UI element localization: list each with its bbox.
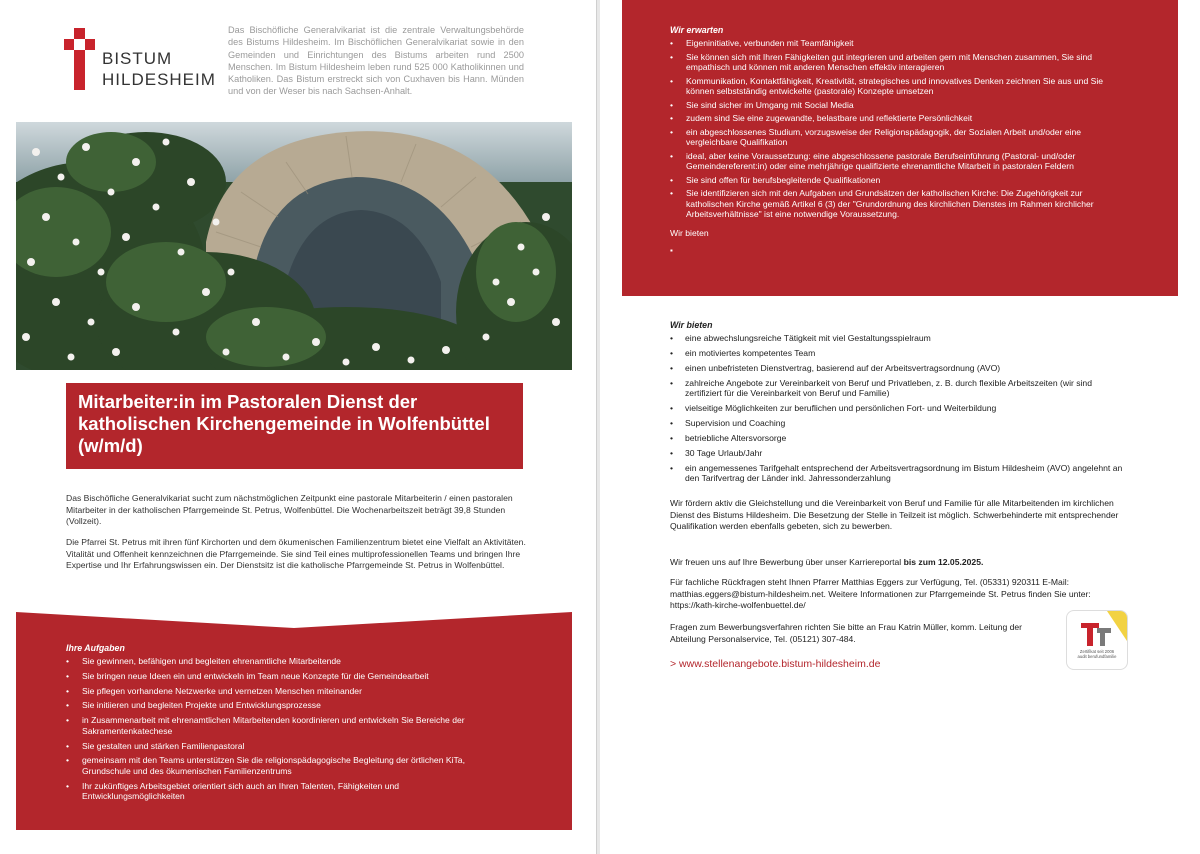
bieten-section bbox=[670, 320, 1130, 488]
bewerbung-paragraph bbox=[670, 557, 1130, 569]
gleichstellung-paragraph: Wir fördern aktiv die Gleichstellung und die Vereinbarkeit von Beruf und Familie für alle Mitarbeitenden im kirchlichen Dienst des Bistums Hildesheim. Die Besetzung der Stelle in Teilzeit ist möglich. Schwerbehinderte mit entsprechender Qualifikation werden ebenfalls gebeten, sich zu bewerben. bbox=[670, 498, 1119, 531]
erwarten-title: Wir erwarten bbox=[670, 25, 724, 35]
list-item: • Sie gewinnen, befähigen und begleiten ehrenamtliche Mitarbeitende bbox=[66, 656, 496, 667]
list-item: • Kommunikation, Kontaktfähigkeit, Kreativität, strategisches und innovatives Denken zeichnen Sie aus und Sie können selbstständig entwickelte (pastorale) Konzepte umsetzen bbox=[670, 76, 1120, 96]
list-item: • Eigeninitiative, verbunden mit Teamfähigkeit bbox=[670, 38, 1120, 48]
cert-line2: audit berufundfamilie bbox=[1077, 654, 1117, 659]
list-item: • Sie bringen neue Ideen ein und entwickeln im Team neue Konzepte für die Gemeindearbeit bbox=[66, 671, 496, 682]
bewerbung-deadline: bis zum 12.05.2025. bbox=[903, 557, 984, 567]
list-item: • zudem sind Sie eine zugewandte, belastbare und reflektierte Persönlichkeit bbox=[670, 113, 1120, 123]
list-item: • Sie identifizieren sich mit den Aufgaben und Grundsätzen der katholischen Kirche: Die Zugehörigkeit zur katholischen Kirche gemäß Artikel 6 (3) der "Grundordnung des kirchlichen Dienstes im Rahmen kirchlicher Arbeitsverhältnisse" ist eine notwendige Voraussetzung. bbox=[670, 188, 1120, 219]
verfahren-paragraph: Fragen zum Bewerbungsverfahren richten Sie bitte an Frau Katrin Müller, komm. Leitung der Abteilung Personalservice, Tel. (05121) 307-484. bbox=[670, 622, 1023, 644]
list-item: • ideal, aber keine Voraussetzung: eine abgeschlossene pastorale Berufseinführung (Pastoral- und/oder Gemeindereferent:in) oder eine mehrjährige qualifizierte ehrenamtliche Mitarbeit in pastoralen Feldern bbox=[670, 151, 1120, 171]
logo-line1: BISTUM bbox=[102, 49, 173, 68]
cert-line1: Zertifikat seit 2006 bbox=[1079, 649, 1115, 654]
list-item: • ein motiviertes kompetentes Team bbox=[670, 348, 1130, 359]
wir-bieten-red-bullet: ▪ bbox=[670, 246, 673, 256]
cross-logo-icon bbox=[64, 28, 96, 90]
list-item: • Supervision und Coaching bbox=[670, 418, 1130, 429]
list-item: • ein abgeschlossenes Studium, vorzugsweise der Religionspädagogik, der Sozialen Arbeit und/oder eine vergleichbare Qualifikation bbox=[670, 127, 1120, 147]
list-item: • ein angemessenes Tarifgehalt entsprechend der Arbeitsvertragsordnung im Bistum Hildesheim (AVO) angelehnt an den Tarifvertrag der Länder inkl. Jahressonderzahlung bbox=[670, 463, 1130, 484]
hero-image bbox=[16, 122, 572, 370]
list-item: • Sie gestalten und stärken Familienpastoral bbox=[66, 741, 496, 752]
bieten-title: Wir bieten bbox=[670, 320, 713, 330]
bieten-list bbox=[670, 333, 1130, 484]
job-title-box bbox=[66, 383, 523, 469]
list-item: • Sie sind sicher im Umgang mit Social Media bbox=[670, 100, 1120, 110]
list-item: • betriebliche Altersvorsorge bbox=[670, 433, 1130, 444]
aufgaben-section bbox=[66, 643, 496, 806]
list-item: • vielseitige Möglichkeiten zur beruflichen und persönlichen Fort- und Weiterbildung bbox=[670, 403, 1130, 414]
paragraph-2: Die Pfarrei St. Petrus mit ihren fünf Kirchorten und dem ökumenischen Familienzentrum bietet eine Vielfalt an Aktivitäten. Vitalität und Offenheit kennzeichnen die Pfarrgemeinde. Sie sind Teil eines multiprofessionellen Teams und bringen Ihre Expertise und Ihr Erfahrungswissen ein. Der Dienstsitz ist die katholische Pfarrgemeinde St. Petrus in Wolfenbüttel. bbox=[66, 537, 526, 570]
wir-bieten-red-label: Wir bieten bbox=[670, 228, 709, 239]
audit-berufundfamilie-badge bbox=[1066, 610, 1128, 670]
career-portal-link[interactable]: > www.stellenangebote.bistum-hildesheim.de bbox=[670, 658, 881, 670]
right-page bbox=[600, 0, 1200, 854]
list-item: • Sie initiieren und begleiten Projekte und Entwicklungsprozesse bbox=[66, 700, 496, 711]
rueckfragen-paragraph: Für fachliche Rückfragen steht Ihnen Pfarrer Matthias Eggers zur Verfügung, Tel. (05331) 920311 E-Mail: matthias.eggers@bistum-hildesheim.net. Weitere Informationen zur Pfarrgemeinde St. Petrus finden Sie unter: https://kath-kirche-wolfenbuettel.de/ bbox=[670, 577, 1091, 610]
intro-paragraph bbox=[66, 493, 526, 528]
list-item: • Sie pflegen vorhandene Netzwerke und vernetzen Menschen miteinander bbox=[66, 686, 496, 697]
list-item: • 30 Tage Urlaub/Jahr bbox=[670, 448, 1130, 459]
logo-wordmark bbox=[102, 48, 216, 90]
list-item: • Ihr zukünftiges Arbeitsgebiet orientiert sich auch an Ihren Talenten, Fähigkeiten und Entwicklungsmöglichkeiten bbox=[66, 781, 496, 802]
audit-logo-icon bbox=[1067, 611, 1127, 669]
logo-line2: HILDESHEIM bbox=[102, 70, 216, 89]
left-page bbox=[0, 0, 596, 854]
erwarten-list bbox=[670, 38, 1120, 219]
job-title: Mitarbeiter:in im Pastoralen Dienst der katholischen Kirchengemeinde in Wolfenbüttel (w/m/d) bbox=[78, 391, 490, 456]
list-item: • eine abwechslungsreiche Tätigkeit mit viel Gestaltungsspielraum bbox=[670, 333, 1130, 344]
list-item: • einen unbefristeten Dienstvertrag, basierend auf der Arbeitsvertragsordnung (AVO) bbox=[670, 363, 1130, 374]
flower-arch-photo bbox=[16, 122, 572, 370]
parish-paragraph bbox=[66, 537, 526, 572]
list-item: • zahlreiche Angebote zur Vereinbarkeit von Beruf und Privatleben, z. B. durch flexible Arbeitszeiten (wir sind zertifiziert für die Vereinbarkeit von Beruf und Familie) bbox=[670, 378, 1130, 399]
erwarten-section bbox=[670, 25, 1120, 255]
list-item: • in Zusammenarbeit mit ehrenamtlichen Mitarbeitenden koordinieren und entwickeln Sie Bereiche der Sakramentenkatechese bbox=[66, 715, 496, 736]
paragraph-1: Das Bischöfliche Generalvikariat sucht zum nächstmöglichen Zeitpunkt eine pastorale Mitarbeiterin / einen pastoralen Mitarbeiter in der katholischen Pfarrgemeinde St. Petrus, Wolfenbüttel. Die Wochenarbeitszeit beträgt 39,8 Stunden (Vollzeit). bbox=[66, 493, 513, 526]
list-item: • Sie können sich mit Ihren Fähigkeiten gut integrieren und arbeiten gern mit Menschen zusammen, Sie sind empathisch und können mit anderen Menschen effektiv interagieren bbox=[670, 52, 1120, 72]
cert-text bbox=[1069, 649, 1125, 659]
intro-text: Das Bischöfliche Generalvikariat ist die zentrale Verwaltungsbehörde des Bistums Hildesheim. Im Bischöflichen Generalvikariat sowie in den Gemeinden und Einrichtungen des Bistums arbeiten rund 2500 Menschen. Im Bistum Hildesheim leben rund 525 000 Katholikinnen und Katholiken. Das Bistum erstreckt sich von Cuxhaven bis Hann. Münden und von der Weser bis nach Sachsen-Anhalt. bbox=[228, 25, 524, 97]
bistum-logo[interactable] bbox=[64, 26, 214, 96]
aufgaben-list bbox=[66, 656, 496, 802]
list-item: • Sie sind offen für berufsbegleitende Qualifikationen bbox=[670, 175, 1120, 185]
list-item: • gemeinsam mit den Teams unterstützen Sie die religionspädagogische Begleitung der örtlichen KiTa, Grundschule und des ökumenischen Familienzentrums bbox=[66, 755, 496, 776]
bewerbung-text: Wir freuen uns auf Ihre Bewerbung über unser Karriereportal bbox=[670, 557, 904, 567]
aufgaben-title: Ihre Aufgaben bbox=[66, 643, 125, 653]
